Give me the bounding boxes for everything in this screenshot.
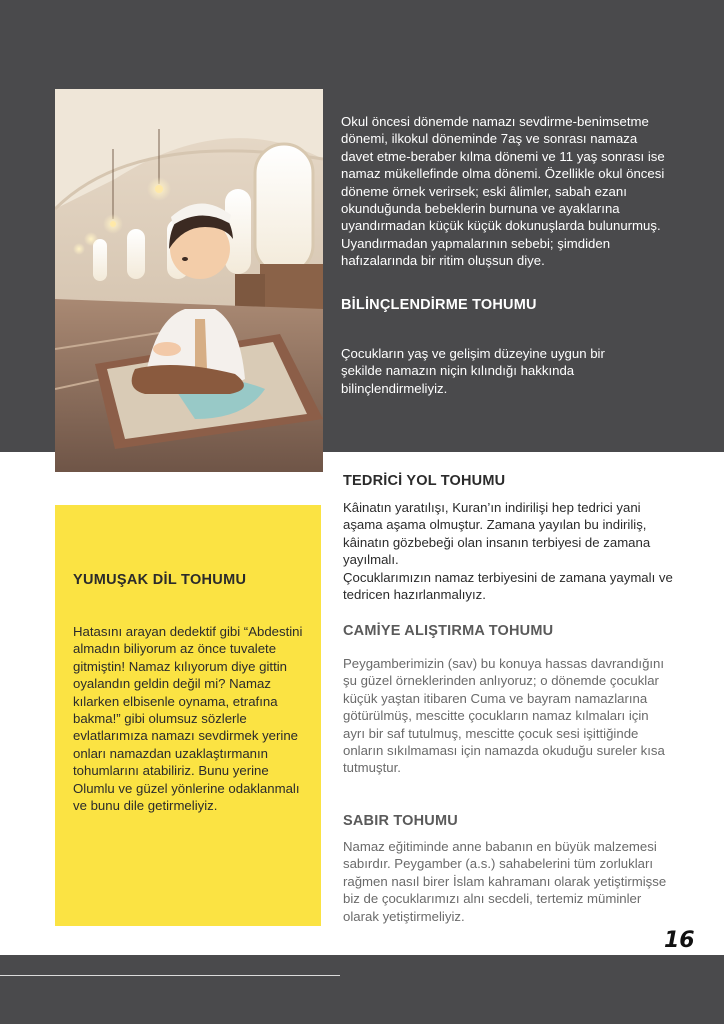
awareness-body: Çocukların yaş ve gelişim düzeyine uygun bir şekilde namazın niçin kılındığı hakkında bilinçlendirmeliyiz. [341, 346, 605, 396]
gradual-path-body: Kâinatın yaratılışı, Kuran’ın indirilişi hep tedrici yani aşama aşama olmuştur. Zamana yayılan bu indiriliş, kâinatın gözbebeği olan insanın terbiyesi de zamana yayılmalı. Çocuklarımızın namaz terbiyesini de zamana yaymalı ve tedricen hazırlanmalıyız. [343, 500, 673, 603]
praying-boy-image [55, 89, 323, 472]
intro-paragraph: Okul öncesi dönemde namazı sevdirme-benimsetme dönemi, ilkokul döneminde 7aş ve sonrası namaza davet etme-beraber kılma dönemi ve 11 yaş sonrası ise namaz mükellefinde olma dönemi. Özellikle okul öncesi döneme örnek verirsek; eski âlimler, sabah ezanı okunduğunda bebeklerin burnuna ve ayaklarına uyandırmadan küçük küçük dokunuşlarda bulunurmuş. Uyandırmadan yapmalarının sebebi; şimdiden hafızalarında bir ritim oluşsun diye. [341, 114, 665, 269]
patience-body: Namaz eğitiminde anne babanın en büyük malzemesi sabırdır. Peygamber (a.s.) sahabelerini tüm zorlukları rağmen nasıl birer İslam kahramanı olarak yetiştirmişse biz de çocuklarımızı alnı secdeli, tertemiz müminler olarak yetiştirmeliyiz. [343, 839, 667, 924]
gradual-path-heading: TEDRİCİ YOL TOHUMU [343, 473, 506, 489]
gentle-language-heading: YUMUŞAK DİL TOHUMU [73, 572, 247, 588]
page-number: 16 [664, 928, 695, 953]
bottom-divider [0, 975, 340, 976]
bottom-dark-band [0, 955, 724, 1024]
mosque-habit-heading: CAMİYE ALIŞTIRMA TOHUMU [343, 623, 554, 639]
mosque-habit-body: Peygamberimizin (sav) bu konuya hassas davrandığını şu güzel örneklerinden anlıyoruz; o dönemde çocuklar küçük yaştan itibaren Cuma ve bayram namazlarına götürülmüş, mescitte çocukların namaz kılmaları için ayrı bir saf tutulmuş, mescitte çocuk sesi işittiğinde onların sıkılmaması için namazda okuduğu sureler kısa tutmuştur. [343, 656, 665, 776]
awareness-heading: BİLİNÇLENDİRME TOHUMU [341, 297, 537, 313]
gentle-language-box [55, 505, 321, 926]
gentle-language-body: Hatasını arayan dedektif gibi “Abdestini almadın biliyorum az önce tuvalete gitmiştin! Namaz kılıyorum diye gittin oyalandın geldin değil mi? Namaz kılarken elbisenle oynama, etrafına bakma!” gibi olumsuz sözlerle evlatlarımıza namazı sevdirmek yerine onları namazdan uzaklaştırmanın tohumlarını atabiliriz. Bunu yerine Olumlu ve güzel yönlerine odaklanmalı ve bunu dile getirmeliyiz. [73, 624, 303, 814]
praying-boy-illustration [55, 89, 323, 472]
patience-heading: SABIR TOHUMU [343, 813, 458, 829]
